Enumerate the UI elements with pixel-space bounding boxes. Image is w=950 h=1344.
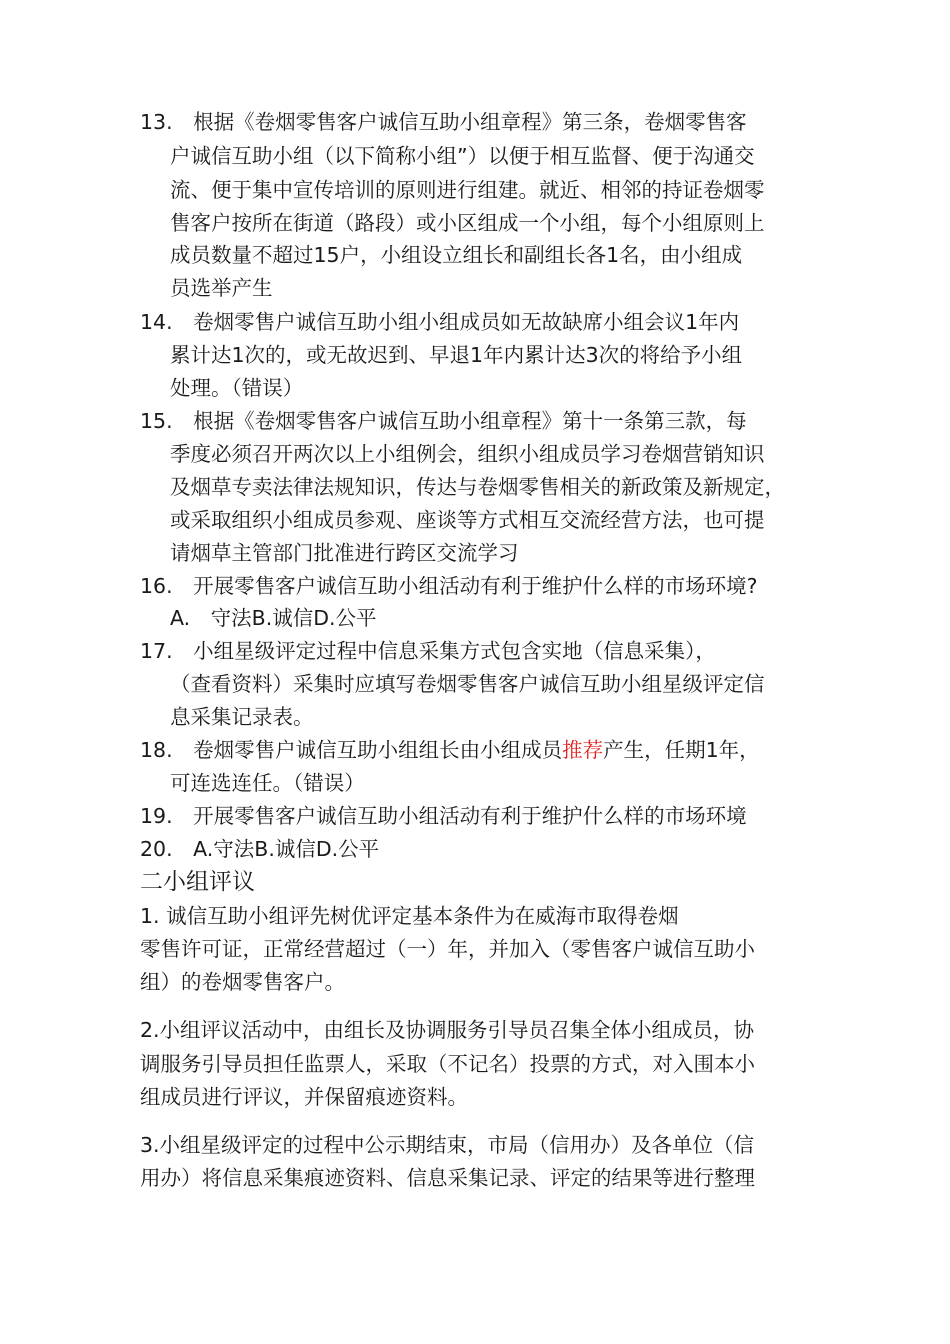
review-3-line-2: 用办）将信息采集痕迹资料、信息采集记录、评定的结果等进行整理 (140, 1166, 755, 1190)
section-heading: 二小组评议 (140, 869, 255, 895)
review-2-line-1: 2.小组评议活动中，由组长及协调服务引导员召集全体小组成员，协 (140, 1018, 755, 1042)
item-18-line-2: 可连选连任。（错误） (170, 771, 365, 795)
item-18-text-after: 产生，任期1年， (603, 738, 760, 762)
item-13-line-6: 员选举产生 (170, 276, 273, 300)
item-14-line-1: 14. 卷烟零售户诚信互助小组小组成员如无故缺席小组会议1年内 (140, 310, 740, 334)
review-1-line-1: 1. 诚信互助小组评先树优评定基本条件为在威海市取得卷烟 (140, 904, 679, 928)
item-16-options: A. 守法B.诚信D.公平 (170, 606, 377, 630)
item-15-line-1: 15. 根据《卷烟零售客户诚信互助小组章程》第十一条第三款，每 (140, 409, 747, 433)
item-18-highlight: 推荐 (562, 738, 604, 762)
item-15-line-2: 季度必须召开两次以上小组例会，组织小组成员学习卷烟营销知识 (170, 442, 765, 466)
item-14-line-3: 处理。（错误） (170, 376, 304, 400)
item-17-line-3: 息采集记录表。 (170, 705, 314, 729)
item-13-line-1: 13. 根据《卷烟零售客户诚信互助小组章程》第三条，卷烟零售客 (140, 110, 747, 134)
item-15-line-3: 及烟草专卖法律法规知识，传达与卷烟零售相关的新政策及新规定， (170, 475, 785, 499)
item-15-line-4: 或采取组织小组成员参观、座谈等方式相互交流经营方法，也可提 (170, 508, 765, 532)
review-2-line-3: 组成员进行评议，并保留痕迹资料。 (140, 1085, 468, 1109)
item-20-line: 20. A.守法B.诚信D.公平 (140, 837, 380, 861)
item-13-line-3: 流、便于集中宣传培训的原则进行组建。就近、相邻的持证卷烟零 (170, 178, 765, 202)
item-18-text-before: 18. 卷烟零售户诚信互助小组组长由小组成员 (140, 738, 563, 762)
review-3-line-1: 3.小组星级评定的过程中公示期结束，市局（信用办）及各单位（信 (140, 1133, 755, 1157)
review-1-line-3: 组）的卷烟零售客户。 (140, 970, 345, 994)
item-19-line: 19. 开展零售客户诚信互助小组活动有利于维护什么样的市场环境 (140, 804, 747, 828)
item-16-question: 16. 开展零售客户诚信互助小组活动有利于维护什么样的市场环境? (140, 574, 758, 598)
item-14-line-2: 累计达1次的，或无故迟到、早退1年内累计达3次的将给予小组 (170, 343, 743, 367)
item-15-line-5: 请烟草主管部门批准进行跨区交流学习 (170, 541, 519, 565)
item-17-line-2: （查看资料）采集时应填写卷烟零售客户诚信互助小组星级评定信 (170, 672, 765, 696)
review-1-line-2: 零售许可证，正常经营超过（一）年，并加入（零售客户诚信互助小 (140, 937, 755, 961)
item-13-line-4: 售客户按所在街道（路段）或小区组成一个小组，每个小组原则上 (170, 211, 765, 235)
item-13-line-2: 户诚信互助小组（以下简称小组”）以便于相互监督、便于沟通交 (170, 144, 755, 168)
item-13-line-5: 成员数量不超过15户，小组设立组长和副组长各1名，由小组成 (170, 243, 743, 267)
review-2-line-2: 调服务引导员担任监票人，采取（不记名）投票的方式，对入围本小 (140, 1052, 755, 1076)
item-17-line-1: 17. 小组星级评定过程中信息采集方式包含实地（信息采集）， (140, 639, 716, 663)
item-18-line-1 (140, 736, 760, 764)
